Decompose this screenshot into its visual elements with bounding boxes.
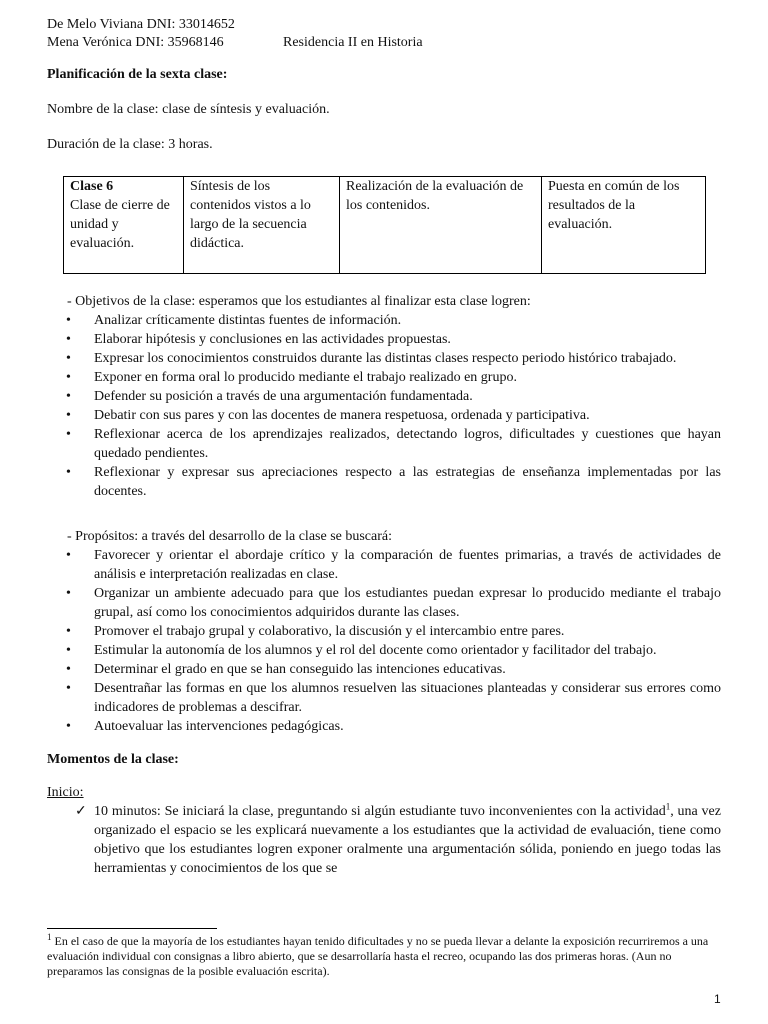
bullet-icon: • bbox=[66, 465, 71, 480]
table-cell-synthesis: Síntesis de los contenidos vistos a lo largo de la secuencia didáctica. bbox=[184, 177, 340, 274]
inicio-text-before: 10 minutos: Se iniciará la clase, preguntando si algún estudiante tuvo inconvenientes con la actividad bbox=[94, 804, 666, 819]
moments-title: Momentos de la clase: bbox=[47, 752, 179, 767]
list-item: • Promover el trabajo grupal y colaborativo, la discusión y el intercambio entre pares. bbox=[66, 624, 565, 639]
bullet-icon: • bbox=[66, 681, 71, 696]
header-line-1: De Melo Viviana DNI: 33014652 bbox=[47, 17, 235, 32]
checkmark-icon: ✓ bbox=[75, 804, 87, 819]
inicio-text-after: , una vez organizado el espacio se les explicará nuevamente a los estudiantes que la actividad de evaluación, tiene como objetivo que los estudiantes logren exponer oralmente una argumentación sólida, poniendo en juego todas las herramientas y conocimientos de los que se bbox=[94, 804, 721, 876]
list-item: • Elaborar hipótesis y conclusiones en las actividades propuestas. bbox=[66, 332, 451, 347]
bullet-icon: • bbox=[66, 427, 71, 442]
purposes-intro: - Propósitos: a través del desarrollo de la clase se buscará: bbox=[67, 529, 393, 544]
inicio-label: Inicio: bbox=[47, 785, 84, 800]
document-page bbox=[47, 16, 721, 878]
bullet-icon: • bbox=[66, 408, 71, 423]
header-names: Mena Verónica DNI: 35968146 bbox=[47, 35, 224, 50]
header-course: Residencia II en Historia bbox=[283, 35, 423, 50]
footnote bbox=[47, 934, 721, 979]
bullet-icon: • bbox=[66, 370, 71, 385]
class-table bbox=[63, 176, 706, 274]
bullet-icon: • bbox=[66, 624, 71, 639]
bullet-icon: • bbox=[66, 548, 71, 563]
table-cell-results: Puesta en común de los resultados de la evaluación. bbox=[542, 177, 706, 274]
list-item: • Reflexionar acerca de los aprendizajes realizados, detectando logros, dificultades y cuestiones que hayan quedado pendientes. bbox=[66, 427, 721, 461]
plan-title: Planificación de la sexta clase: bbox=[47, 67, 228, 82]
list-item: • Reflexionar y expresar sus apreciaciones respecto a las estrategias de enseñanza implementadas por las docentes. bbox=[66, 465, 721, 499]
list-item: • Determinar el grado en que se han conseguido las intenciones educativas. bbox=[66, 662, 506, 677]
purposes-list bbox=[47, 546, 721, 736]
bullet-icon: • bbox=[66, 351, 71, 366]
list-item: • Favorecer y orientar el abordaje crítico y la comparación de fuentes primarias, a través de actividades de análisis e interpretación realizadas en clase. bbox=[66, 548, 721, 582]
objectives-intro: - Objetivos de la clase: esperamos que los estudiantes al finalizar esta clase logren: bbox=[67, 294, 531, 309]
bullet-icon: • bbox=[66, 332, 71, 347]
bullet-icon: • bbox=[66, 586, 71, 601]
footnote-number: 1 bbox=[47, 932, 52, 942]
header bbox=[47, 16, 721, 52]
table-cell-evaluation: Realización de la evaluación de los contenidos. bbox=[340, 177, 542, 274]
list-item: • Organizar un ambiente adecuado para que los estudiantes puedan expresar lo producido mediante el trabajo grupal, así como los conocimientos adquiridos durante las clases. bbox=[66, 586, 721, 620]
objectives-list bbox=[47, 311, 721, 501]
footnote-separator bbox=[47, 928, 217, 929]
class-name: Nombre de la clase: clase de síntesis y evaluación. bbox=[47, 102, 330, 117]
bullet-icon: • bbox=[66, 719, 71, 734]
list-item: • Autoevaluar las intervenciones pedagógicas. bbox=[66, 719, 344, 734]
table-cell-class bbox=[64, 177, 184, 274]
page-number: 1 bbox=[714, 992, 721, 1006]
list-item: • Analizar críticamente distintas fuentes de información. bbox=[66, 313, 402, 328]
list-item: • Debatir con sus pares y con las docentes de manera respetuosa, ordenada y participativa. bbox=[66, 408, 590, 423]
list-item: • Expresar los conocimientos construidos durante las distintas clases respecto periodo histórico trabajado. bbox=[66, 351, 677, 366]
class-description: Clase de cierre de unidad y evaluación. bbox=[70, 198, 170, 251]
list-item: • Exponer en forma oral lo producido mediante el trabajo realizado en grupo. bbox=[66, 370, 517, 385]
list-item: • Estimular la autonomía de los alumnos y el rol del docente como orientador y facilitador del trabajo. bbox=[66, 643, 657, 658]
class-number: Clase 6 bbox=[70, 179, 114, 194]
bullet-icon: • bbox=[66, 643, 71, 658]
bullet-icon: • bbox=[66, 389, 71, 404]
header-line-2 bbox=[47, 34, 721, 52]
footnote-ref[interactable]: 1 bbox=[665, 801, 671, 812]
bullet-icon: • bbox=[66, 313, 71, 328]
list-item: • Defender su posición a través de una argumentación fundamentada. bbox=[66, 389, 473, 404]
table-row bbox=[64, 177, 706, 274]
inicio-item bbox=[47, 802, 721, 878]
class-duration: Duración de la clase: 3 horas. bbox=[47, 137, 213, 152]
bullet-icon: • bbox=[66, 662, 71, 677]
footnote-text: En el caso de que la mayoría de los estudiantes hayan tenido dificultades y no se pueda llevar a delante la exposición recurriremos a una evaluación individual con consignas a libro abierto, que se desarrollaría hasta el recreo, ocupando las dos primeras horas. (Aun no preparamos las consignas de la posible evaluación escrita). bbox=[47, 934, 709, 978]
list-item: • Desentrañar las formas en que los alumnos resuelven las situaciones planteadas y considerar sus errores como indicadores de problemas a descifrar. bbox=[66, 681, 721, 715]
